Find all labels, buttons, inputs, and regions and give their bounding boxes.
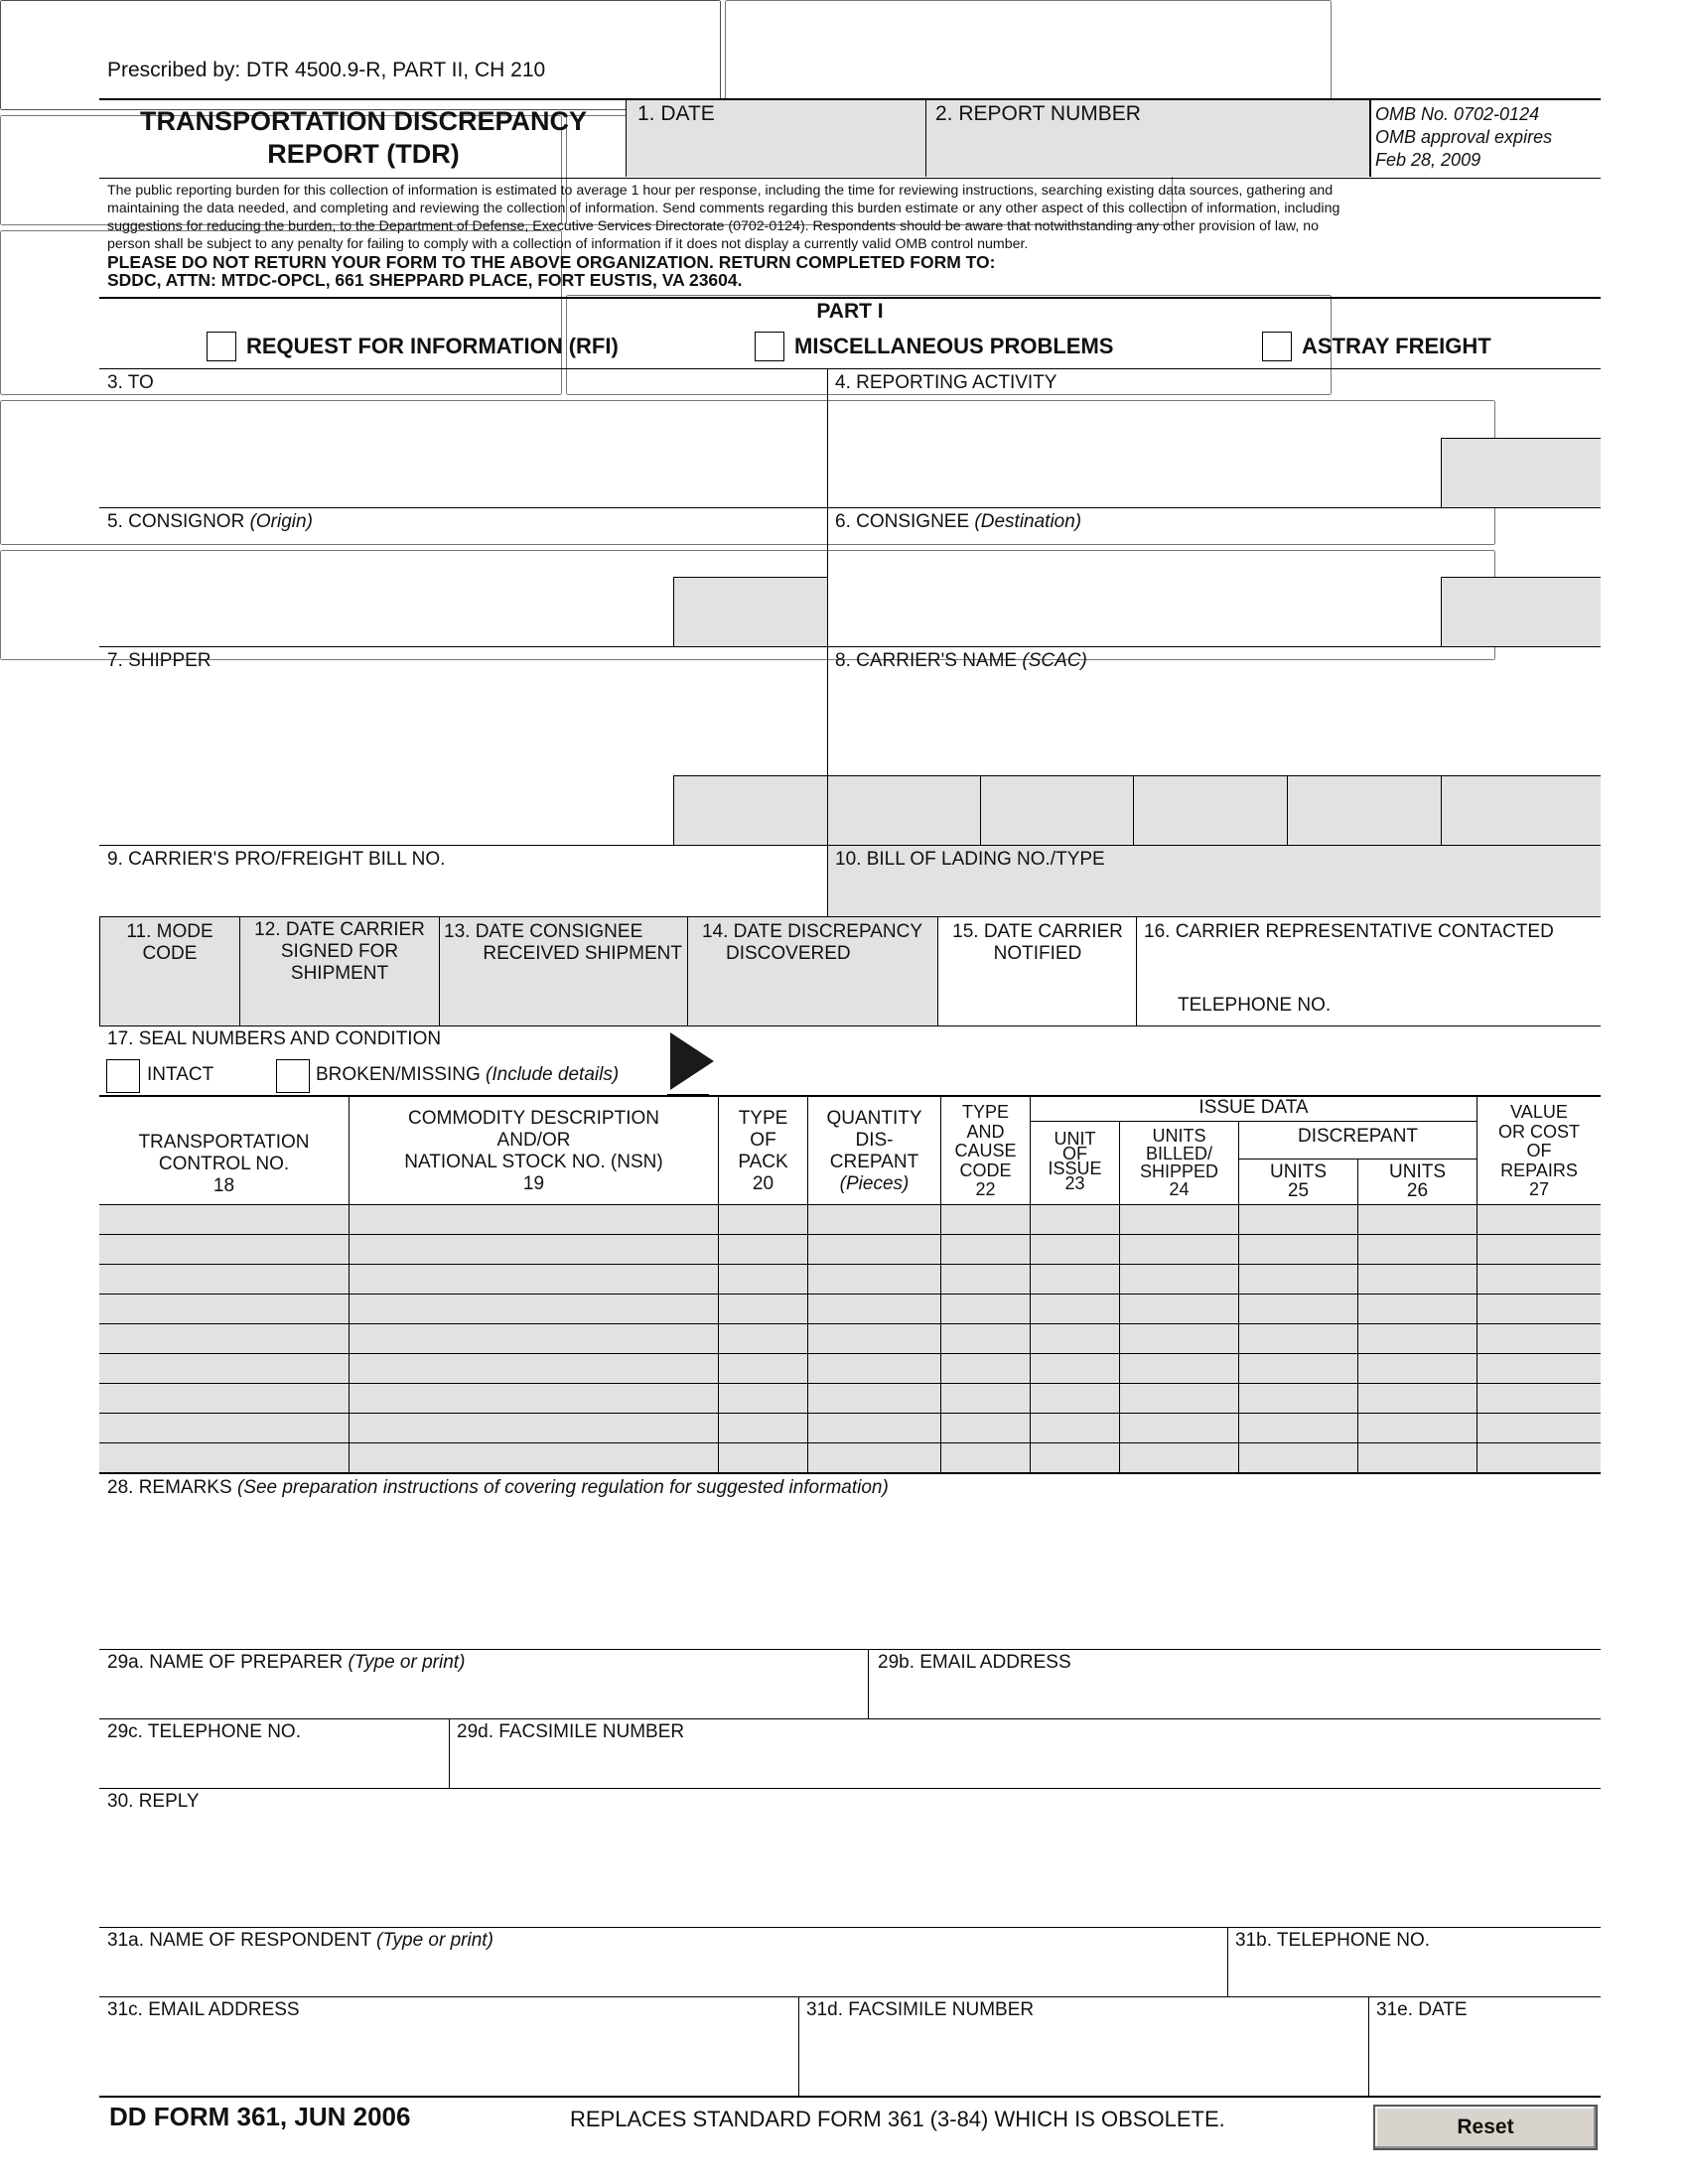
preparer-name-text: 29a. NAME OF PREPARER (107, 1652, 349, 1673)
broken-text: BROKEN/MISSING (316, 1064, 487, 1085)
to-input[interactable] (0, 0, 721, 110)
form-number: DD FORM 361, JUN 2006 (109, 2102, 411, 2131)
form-title-line1: TRANSPORTATION DISCREPANCY (139, 106, 587, 136)
rule (1441, 438, 1601, 439)
rule (99, 297, 1601, 299)
rule (1030, 1121, 1477, 1122)
label-line: 24 (1169, 1179, 1190, 1199)
label-line: CODE (142, 943, 198, 964)
date-signed-label (240, 919, 439, 985)
carrier-code-fields[interactable] (828, 776, 1601, 845)
label-line: 11. MODE (126, 921, 213, 942)
broken-missing-label (316, 1064, 619, 1086)
intact-checkbox[interactable] (106, 1059, 140, 1093)
omb-expires: OMB approval expires (1375, 127, 1553, 147)
rule (99, 1025, 1601, 1026)
seal-label: 17. SEAL NUMBERS AND CONDITION (107, 1028, 442, 1049)
return-address: SDDC, ATTN: MTDC-OPCL, 661 SHEPPARD PLACE, FORT EUSTIS, VA 23604. (107, 270, 743, 290)
respondent-fax-input[interactable] (804, 2027, 1364, 2065)
preparer-fax-label: 29d. FACSIMILE NUMBER (457, 1721, 685, 1742)
rule (1227, 1927, 1228, 1996)
label-line: UNITS (1152, 1126, 1206, 1146)
respondent-name-input[interactable] (105, 1958, 1221, 1995)
respondent-phone-input[interactable] (1233, 1958, 1595, 1995)
bol-label: 10. BILL OF LADING NO./TYPE (835, 849, 1105, 870)
date-received-label (440, 921, 688, 965)
respondent-date-label: 31e. DATE (1376, 1999, 1468, 2020)
respondent-email-label: 31c. EMAIL ADDRESS (107, 1999, 300, 2020)
col-header-issue-data: ISSUE DATA (1198, 1097, 1309, 1118)
col-header-billed (1120, 1127, 1238, 1198)
table-row[interactable] (99, 1353, 1601, 1354)
consignee-text: 6. CONSIGNEE (835, 511, 975, 532)
pro-bill-input[interactable] (105, 874, 824, 913)
preparer-phone-input[interactable] (105, 1749, 447, 1787)
label-line: SIGNED FOR (280, 941, 399, 962)
label-line: CONTROL NO. (158, 1154, 290, 1174)
label-line: BILLED/ (1145, 1144, 1213, 1163)
rule (1441, 438, 1442, 507)
burden-line: maintaining the data needed, and completing and reviewing the collection of information. Send comments regarding this burden estimate or any other aspect of this collection of information, including (107, 201, 1340, 216)
label-line: AND (966, 1121, 1005, 1142)
consignee-code-field[interactable] (1442, 578, 1601, 646)
preparer-email-label: 29b. EMAIL ADDRESS (878, 1652, 1071, 1673)
label-line: OF (1062, 1144, 1087, 1163)
label-line: ISSUE (1048, 1159, 1102, 1178)
label-line: 18 (212, 1175, 235, 1196)
label-line: 23 (1064, 1173, 1085, 1193)
label-line: NATIONAL STOCK NO. (NSN) (404, 1152, 663, 1172)
mode-code-label (100, 921, 239, 965)
respondent-fax-label: 31d. FACSIMILE NUMBER (806, 1999, 1035, 2020)
consignee-label (835, 511, 1081, 533)
remarks-hint: (See preparation instructions of covering regulation for suggested information) (236, 1477, 889, 1498)
label-line: TYPE (961, 1102, 1009, 1122)
broken-missing-checkbox[interactable] (276, 1059, 310, 1093)
date-discovered-label (688, 921, 936, 965)
label-line: (Pieces) (839, 1173, 910, 1194)
burden-statement (107, 182, 1597, 289)
remarks-text: 28. REMARKS (107, 1477, 237, 1498)
rule (925, 99, 926, 177)
part-title: PART I (816, 300, 884, 323)
rule (99, 1718, 1601, 1719)
label-line: UNIT (1054, 1129, 1096, 1149)
label-line: QUANTITY (826, 1108, 922, 1129)
rule (99, 368, 1601, 369)
report-number-input[interactable] (935, 129, 1361, 171)
date-input[interactable] (635, 129, 917, 171)
label-line: DISCOVERED (726, 943, 851, 964)
omb-date: Feb 28, 2009 (1375, 150, 1481, 170)
label-line: 26 (1406, 1180, 1429, 1201)
table-row[interactable] (99, 1413, 1601, 1414)
misc-problems-checkbox[interactable] (755, 332, 784, 361)
report-number-label: 2. REPORT NUMBER (935, 102, 1141, 125)
carrier-name-hint: (SCAC) (1022, 650, 1087, 671)
rule (798, 1996, 799, 2096)
col-header-units-26 (1358, 1162, 1477, 1200)
label-line: 25 (1287, 1180, 1310, 1201)
rule (1357, 1159, 1358, 1473)
rule (99, 1927, 1601, 1928)
label-line: AND/OR (496, 1130, 571, 1151)
shipper-label: 7. SHIPPER (107, 650, 211, 671)
rule (1133, 775, 1134, 845)
label-line: DIS- (855, 1130, 894, 1151)
preparer-phone-label: 29c. TELEPHONE NO. (107, 1721, 301, 1742)
reporting-code-field[interactable] (1442, 438, 1601, 507)
carrier-rep-label: 16. CARRIER REPRESENTATIVE CONTACTED (1144, 921, 1554, 942)
carrier-rep-input[interactable] (1142, 949, 1598, 983)
bol-input[interactable] (834, 874, 1598, 913)
rule (673, 577, 674, 646)
prescribed-by: Prescribed by: DTR 4500.9-R, PART II, CH 210 (107, 59, 546, 81)
respondent-date-input[interactable] (1374, 2027, 1597, 2065)
col-header-commodity (350, 1108, 718, 1195)
label-line: SHIPMENT (290, 963, 389, 984)
rule (1238, 1159, 1477, 1160)
telephone-label: TELEPHONE NO. (1178, 995, 1332, 1016)
seal-numbers-input[interactable] (725, 1042, 1598, 1084)
form-title-line2: REPORT (TDR) (267, 139, 460, 169)
burden-line: suggestions for reducing the burden, to the Department of Defense, Executive Services Directorate (0702-0124). Respondents should be aware that notwithstanding any other provision of law, no (107, 218, 1320, 234)
rule (99, 98, 1601, 100)
label-line: OF (1526, 1141, 1552, 1160)
rule (99, 646, 1601, 647)
label-line: 22 (975, 1179, 996, 1199)
col-header-discrepant: DISCREPANT (1297, 1126, 1419, 1147)
label-line: NOTIFIED (993, 943, 1082, 964)
reply-label: 30. REPLY (107, 1791, 200, 1812)
label-line: SHIPPED (1139, 1161, 1219, 1181)
respondent-name-label (107, 1930, 493, 1952)
rule (99, 1649, 1601, 1650)
rule (99, 1996, 1601, 1997)
rule (673, 775, 674, 845)
rule (1287, 775, 1288, 845)
col-header-cause (941, 1103, 1030, 1200)
table-body-background (99, 1205, 1601, 1473)
table-row[interactable] (99, 1294, 1601, 1295)
label-line: CODE (959, 1160, 1012, 1180)
label-line: PACK (738, 1152, 788, 1172)
respondent-phone-label: 31b. TELEPHONE NO. (1235, 1930, 1431, 1951)
date-label: 1. DATE (637, 102, 715, 125)
col-header-units-25 (1239, 1162, 1357, 1200)
table-row[interactable] (99, 1264, 1601, 1265)
rule (626, 99, 627, 177)
table-row[interactable] (99, 1383, 1601, 1384)
remarks-label (107, 1477, 889, 1499)
label-line: OF (750, 1130, 776, 1151)
arrow-right-icon (667, 1030, 717, 1092)
label-line: 27 (1528, 1179, 1550, 1199)
label-line: 14. DATE DISCREPANCY (701, 921, 923, 942)
label-line: TRANSPORTATION (138, 1132, 310, 1153)
preparer-name-hint: (Type or print) (348, 1652, 466, 1673)
rule (980, 775, 981, 845)
date-notified-label (938, 921, 1137, 965)
label-line: COMMODITY DESCRIPTION (408, 1108, 659, 1129)
label-line: UNITS (1270, 1161, 1327, 1182)
label-line: VALUE (1510, 1102, 1568, 1122)
preparer-name-label (107, 1652, 465, 1674)
burden-line: The public reporting burden for this collection of information is estimated to average 1 hour per response, including the time for reviewing instructions, searching existing data sources, gathering and (107, 183, 1334, 199)
col-header-unit-of-issue (1031, 1129, 1119, 1193)
carrier-name-text: 8. CARRIER'S NAME (835, 650, 1023, 671)
pro-bill-label: 9. CARRIER'S PRO/FREIGHT BILL NO. (107, 849, 446, 870)
table-row[interactable] (99, 1442, 1601, 1443)
col-header-quantity (808, 1108, 940, 1195)
label-line: 19 (522, 1173, 545, 1194)
rfi-checkbox[interactable] (207, 332, 236, 361)
consignor-label (107, 511, 313, 533)
shipper-code-field[interactable] (674, 776, 827, 845)
rule (1368, 1996, 1369, 2096)
label-line: RECEIVED SHIPMENT (483, 943, 682, 964)
form-title (109, 105, 618, 171)
astray-freight-label: ASTRAY FREIGHT (1302, 334, 1491, 358)
omb-number: OMB No. 0702-0124 (1375, 104, 1540, 124)
table-row[interactable] (99, 1323, 1601, 1324)
misc-problems-label: MISCELLANEOUS PROBLEMS (794, 334, 1114, 358)
label-line: 15. DATE CARRIER (952, 921, 1123, 942)
reporting-activity-input[interactable] (725, 0, 1332, 110)
consignor-text: 5. CONSIGNOR (107, 511, 250, 532)
label-line: UNITS (1389, 1161, 1446, 1182)
reporting-activity-label: 4. REPORTING ACTIVITY (835, 372, 1057, 393)
carrier-name-label (835, 650, 1087, 672)
omb-info (1375, 103, 1552, 172)
burden-line: person shall be subject to any penalty for failing to comply with a collection of information if it does not display a currently valid OMB control number. (107, 236, 1029, 252)
col-header-value (1477, 1103, 1601, 1200)
rule (99, 507, 1601, 508)
preparer-email-input[interactable] (876, 1680, 1595, 1717)
preparer-name-input[interactable] (105, 1680, 864, 1717)
table-row[interactable] (99, 1234, 1601, 1235)
consignee-hint: (Destination) (974, 511, 1082, 532)
rule (673, 577, 827, 578)
replaces-note: REPLACES STANDARD FORM 361 (3-84) WHICH IS OBSOLETE. (570, 2107, 1225, 2131)
astray-freight-checkbox[interactable] (1262, 332, 1292, 361)
rule (1441, 775, 1442, 845)
rule (1369, 99, 1371, 177)
label-line: CAUSE (954, 1141, 1017, 1160)
respondent-name-hint: (Type or print) (376, 1930, 493, 1951)
col-header-tcn (99, 1132, 349, 1197)
reset-button[interactable]: Reset (1373, 2105, 1598, 2150)
rule (1441, 577, 1601, 578)
label-line: REPAIRS (1500, 1160, 1578, 1180)
respondent-name-text: 31a. NAME OF RESPONDENT (107, 1930, 376, 1951)
label-line: 12. DATE CARRIER (254, 919, 425, 940)
rfi-label: REQUEST FOR INFORMATION (RFI) (246, 334, 619, 358)
rule (868, 1649, 869, 1718)
broken-hint: (Include details) (486, 1064, 620, 1085)
to-label: 3. TO (107, 372, 154, 393)
rule (99, 1472, 1601, 1474)
rule (449, 1718, 450, 1788)
col-header-pack (719, 1108, 807, 1195)
label-line: 20 (752, 1173, 774, 1194)
intact-label: INTACT (147, 1064, 214, 1085)
rule (99, 1788, 1601, 1789)
label-line: CREPANT (829, 1152, 919, 1172)
respondent-email-input[interactable] (105, 2027, 794, 2065)
label-line: OR COST (1497, 1121, 1580, 1142)
rule (99, 1204, 1601, 1205)
rule (99, 2096, 1601, 2098)
consignor-code-field[interactable] (674, 578, 827, 646)
return-instruction: PLEASE DO NOT RETURN YOUR FORM TO THE ABOVE ORGANIZATION. RETURN COMPLETED FORM TO: (107, 252, 996, 272)
consignor-hint: (Origin) (249, 511, 313, 532)
rule (1441, 577, 1442, 646)
label-line: 13. DATE CONSIGNEE (444, 921, 643, 942)
label-line: TYPE (738, 1108, 788, 1129)
preparer-fax-input[interactable] (455, 1749, 1591, 1787)
rule (99, 178, 1601, 179)
